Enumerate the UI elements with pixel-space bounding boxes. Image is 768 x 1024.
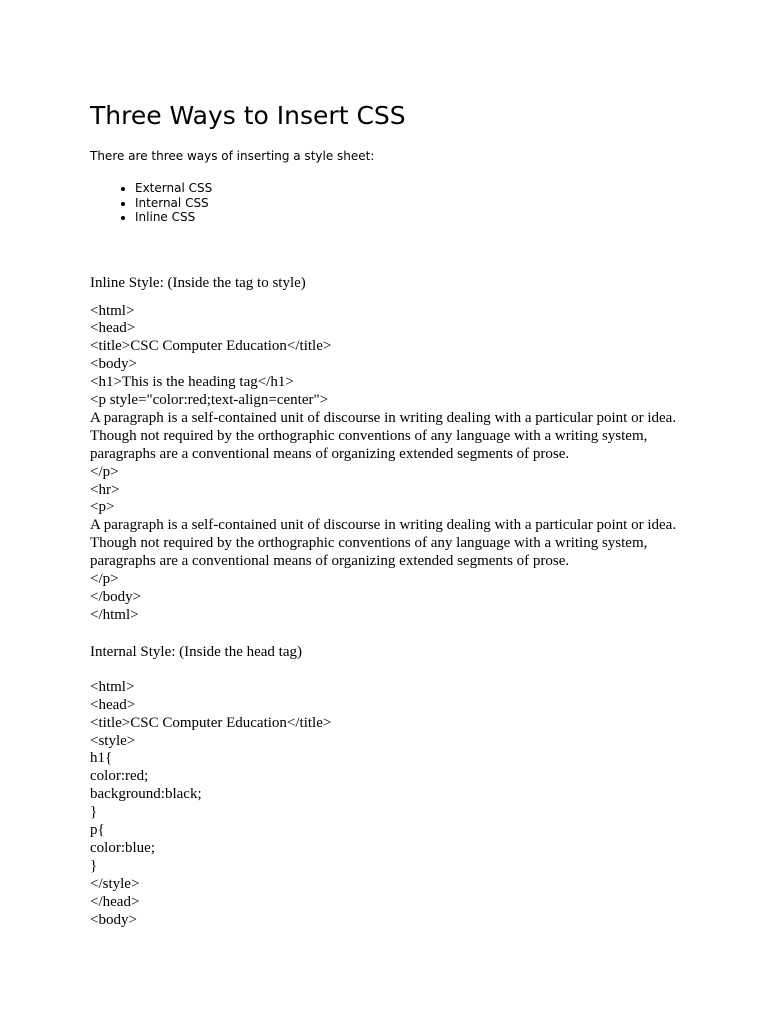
code-line: <p style="color:red;text-align=center"> [90,392,329,409]
list-item: • Internal CSS [135,196,690,211]
code-line: <title>CSC Computer Education</title> [90,338,332,355]
code-line: </p> [90,571,119,588]
page-title: Three Ways to Insert CSS [90,101,406,130]
code-line: <html> [90,302,135,319]
code-line: <head> [90,696,136,713]
code-line: } [90,804,98,821]
list-item: • Inline CSS [135,210,690,225]
code-line: <body> [90,911,137,928]
code-line: } [90,857,98,874]
internal-style-heading: Internal Style: (Inside the head tag) [90,643,303,660]
code-line: color:blue; [90,839,155,856]
code-line: <title>CSC Computer Education</title> [90,714,332,731]
code-line: <style> [90,732,136,749]
code-line: background:black; [90,786,202,803]
code-line: <body> [90,356,137,373]
code-line: color:red; [90,768,149,785]
code-line: <p> [90,499,115,516]
document-page [90,100,690,930]
code-line: </html> [90,606,139,623]
list-item: • External CSS [135,181,690,196]
code-line: <head> [90,320,136,337]
internal-style-code-block [90,679,690,930]
code-line: p{ [90,822,105,839]
intro-text: There are three ways of inserting a style sheet: [90,149,375,163]
code-line: <html> [90,678,135,695]
code-line: h1{ [90,750,113,767]
code-line: </head> [90,893,140,910]
paragraph-text: A paragraph is a self-contained unit of discourse in writing dealing with a particular point or idea. Though not required by the orthographic conventions of any language with a writing system, paragraphs are a conventional means of organizing extended segments of prose. [90,409,680,462]
code-line: <h1>This is the heading tag</h1> [90,374,294,391]
code-line: </p> [90,463,119,480]
code-line: </body> [90,589,142,605]
inline-style-heading: Inline Style: (Inside the tag to style) [90,274,306,291]
inline-style-code-block [90,303,690,625]
paragraph-text: A paragraph is a self-contained unit of discourse in writing dealing with a particular point or idea. Though not required by the orthographic conventions of any language with a writing system, paragraphs are a conventional means of organizing extended segments of prose. [90,517,680,570]
ways-list [90,181,690,225]
code-line: <hr> [90,481,120,498]
code-line: </style> [90,875,140,892]
